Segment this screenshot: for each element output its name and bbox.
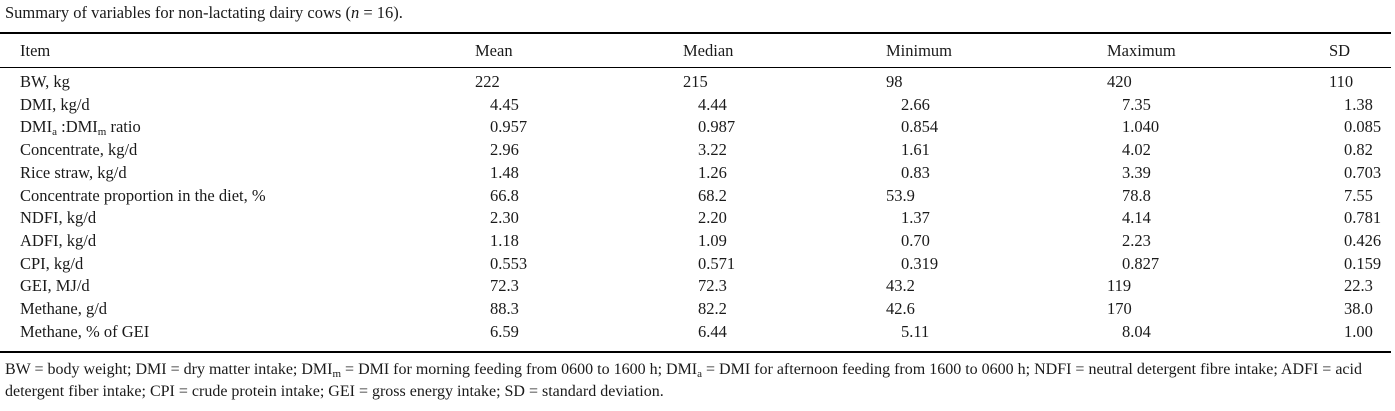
cell-value: 0.83 (901, 162, 930, 182)
cell-minimum (886, 321, 1107, 344)
cell-value: 0.987 (698, 117, 736, 137)
cell-maximum (1107, 185, 1329, 208)
header-item: Item (20, 41, 51, 60)
cell-sd (1329, 94, 1395, 117)
cell-median (683, 275, 886, 298)
item-subscript-m: m (97, 126, 107, 139)
cell-sd (1329, 162, 1395, 185)
cell-value: 0.82 (1344, 140, 1373, 160)
table-row (0, 185, 1395, 208)
item-subscript-a: a (52, 126, 57, 139)
cell-value: 8.04 (1122, 321, 1151, 341)
cell-sd (1329, 298, 1395, 321)
cell-sd (1329, 207, 1395, 230)
cell-sd (1329, 230, 1395, 253)
cell-value: 0.159 (1344, 253, 1382, 273)
cell-value: 38.0 (1344, 299, 1373, 319)
cell-median (683, 139, 886, 162)
cell-value: 3.22 (698, 140, 727, 160)
item-text: ratio (106, 117, 141, 137)
cell-median (683, 207, 886, 230)
header-minimum: Minimum (886, 41, 953, 60)
row-item: DMI, kg/d (20, 94, 90, 114)
table-row (0, 94, 1395, 117)
cell-value: 215 (683, 72, 708, 91)
cell-value: 53.9 (886, 185, 915, 205)
cell-minimum (886, 67, 1107, 94)
cell-mean (475, 321, 683, 344)
table-body (0, 67, 1395, 343)
table-row (0, 230, 1395, 253)
table-row (0, 67, 1395, 94)
cell-maximum (1107, 162, 1329, 185)
cell-maximum (1107, 67, 1329, 94)
cell-mean (475, 67, 683, 94)
cell-maximum (1107, 253, 1329, 276)
row-item: Rice straw, kg/d (20, 162, 127, 182)
cell-value: 4.14 (1122, 208, 1151, 228)
cell-value: 1.18 (490, 230, 519, 250)
cell-sd (1329, 321, 1395, 344)
table-row (0, 139, 1395, 162)
footnote-text: BW = body weight; DMI = dry matter intake; DMI (5, 361, 333, 378)
cell-value: 110 (1329, 72, 1354, 91)
cell-value: 42.6 (886, 299, 915, 319)
cell-value: 98 (886, 72, 903, 91)
cell-value: 0.781 (1344, 208, 1382, 228)
cell-value: 1.48 (490, 162, 519, 182)
cell-value: 0.827 (1122, 253, 1160, 273)
table-bottom-rule (0, 351, 1391, 353)
table-header-row (0, 35, 1395, 67)
cell-maximum (1107, 94, 1329, 117)
cell-maximum (1107, 207, 1329, 230)
header-mean: Mean (475, 41, 513, 60)
cell-value: 4.02 (1122, 140, 1151, 160)
cell-value: 420 (1107, 72, 1132, 91)
cell-value: 1.37 (901, 208, 930, 228)
row-item: Methane, % of GEI (20, 321, 150, 341)
table-row (0, 253, 1395, 276)
table-row (0, 116, 1395, 139)
cell-value: 0.319 (901, 253, 939, 273)
table-row (0, 298, 1395, 321)
cell-maximum (1107, 298, 1329, 321)
cell-median (683, 67, 886, 94)
cell-sd (1329, 185, 1395, 208)
cell-value: 22.3 (1344, 276, 1373, 296)
cell-median (683, 253, 886, 276)
cell-value: 1.61 (901, 140, 930, 160)
cell-value: 5.11 (901, 321, 930, 341)
cell-value: 1.38 (1344, 94, 1373, 114)
cell-mean (475, 139, 683, 162)
header-sd: SD (1329, 41, 1351, 60)
cell-value: 6.59 (490, 321, 519, 341)
cell-minimum (886, 230, 1107, 253)
caption-prefix: Summary of variables for non-lactating dairy cows ( (5, 3, 351, 22)
cell-minimum (886, 139, 1107, 162)
cell-maximum (1107, 139, 1329, 162)
cell-mean (475, 94, 683, 117)
cell-value: 4.44 (698, 94, 727, 114)
cell-value: 3.39 (1122, 162, 1151, 182)
row-item: CPI, kg/d (20, 253, 84, 273)
cell-median (683, 116, 886, 139)
cell-sd (1329, 275, 1395, 298)
caption-n-symbol: n (350, 3, 360, 22)
table-footnote (5, 359, 1391, 403)
table-row (0, 321, 1395, 344)
header-maximum: Maximum (1107, 41, 1176, 60)
cell-value: 4.45 (490, 94, 519, 114)
caption-suffix: = 16). (359, 3, 403, 22)
cell-mean (475, 207, 683, 230)
cell-value: 0.854 (901, 117, 939, 137)
cell-median (683, 298, 886, 321)
cell-median (683, 185, 886, 208)
cell-sd (1329, 139, 1395, 162)
cell-minimum (886, 162, 1107, 185)
summary-table (0, 35, 1395, 343)
cell-value: 119 (1107, 276, 1132, 296)
row-item: Concentrate, kg/d (20, 140, 138, 160)
table-top-rule (0, 32, 1391, 34)
cell-value: 1.26 (698, 162, 727, 182)
cell-value: 68.2 (698, 185, 727, 205)
row-item: GEI, MJ/d (20, 276, 90, 296)
item-text: DMI (20, 117, 53, 137)
cell-value: 2.23 (1122, 230, 1151, 250)
row-item (0, 116, 475, 139)
row-item: Concentrate proportion in the diet, % (20, 185, 266, 205)
footnote-subscript-m: m (332, 368, 342, 380)
cell-minimum (886, 116, 1107, 139)
cell-mean (475, 162, 683, 185)
cell-value: 72.3 (490, 276, 519, 296)
row-item: NDFI, kg/d (20, 208, 97, 228)
cell-mean (475, 253, 683, 276)
cell-value: 1.09 (698, 230, 727, 250)
cell-maximum (1107, 230, 1329, 253)
cell-value: 0.703 (1344, 162, 1382, 182)
row-item: ADFI, kg/d (20, 230, 97, 250)
cell-sd (1329, 116, 1395, 139)
cell-mean (475, 185, 683, 208)
cell-median (683, 162, 886, 185)
cell-value: 222 (475, 72, 500, 91)
cell-value: 0.426 (1344, 230, 1382, 250)
cell-median (683, 230, 886, 253)
cell-maximum (1107, 116, 1329, 139)
cell-sd (1329, 67, 1395, 94)
table-row (0, 162, 1395, 185)
cell-value: 1.040 (1122, 117, 1160, 137)
cell-value: 6.44 (698, 321, 727, 341)
cell-minimum (886, 253, 1107, 276)
cell-maximum (1107, 321, 1329, 344)
cell-value: 2.20 (698, 208, 727, 228)
cell-value: 72.3 (698, 276, 727, 296)
header-median: Median (683, 41, 734, 60)
cell-value: 2.96 (490, 140, 519, 160)
cell-value: 2.30 (490, 208, 519, 228)
cell-value: 82.2 (698, 299, 727, 319)
cell-minimum (886, 185, 1107, 208)
cell-value: 1.00 (1344, 321, 1373, 341)
table-caption (5, 3, 403, 23)
cell-minimum (886, 275, 1107, 298)
cell-value: 66.8 (490, 185, 519, 205)
table-row (0, 207, 1395, 230)
cell-minimum (886, 94, 1107, 117)
footnote-text: = DMI for morning feeding from 0600 to 1600 h; DMI (341, 361, 698, 378)
cell-value: 43.2 (886, 276, 915, 296)
footnote-subscript-a: a (697, 368, 703, 380)
cell-mean (475, 116, 683, 139)
cell-value: 0.085 (1344, 117, 1382, 137)
row-item: BW, kg (20, 72, 70, 91)
cell-minimum (886, 298, 1107, 321)
cell-value: 0.70 (901, 230, 930, 250)
table-row (0, 275, 1395, 298)
cell-value: 7.35 (1122, 94, 1151, 114)
cell-mean (475, 275, 683, 298)
cell-sd (1329, 253, 1395, 276)
cell-value: 0.571 (698, 253, 736, 273)
cell-maximum (1107, 275, 1329, 298)
cell-value: 170 (1107, 299, 1132, 319)
cell-mean (475, 298, 683, 321)
footnote-text: = DMI for afternoon feeding from 1600 to 0600 h; NDFI = neutral detergent fibre intake; ADFI = acid detergent fiber intake; CPI = crude protein intake; GEI = gross energy intake; SD = standard deviation. (5, 361, 1362, 400)
cell-value: 0.957 (490, 117, 528, 137)
row-item: Methane, g/d (20, 299, 108, 319)
cell-median (683, 94, 886, 117)
cell-value: 7.55 (1344, 185, 1373, 205)
item-text: :DMI (56, 117, 98, 137)
cell-median (683, 321, 886, 344)
cell-value: 0.553 (490, 253, 528, 273)
cell-mean (475, 230, 683, 253)
cell-value: 78.8 (1122, 185, 1151, 205)
cell-minimum (886, 207, 1107, 230)
cell-value: 88.3 (490, 299, 519, 319)
cell-value: 2.66 (901, 94, 930, 114)
